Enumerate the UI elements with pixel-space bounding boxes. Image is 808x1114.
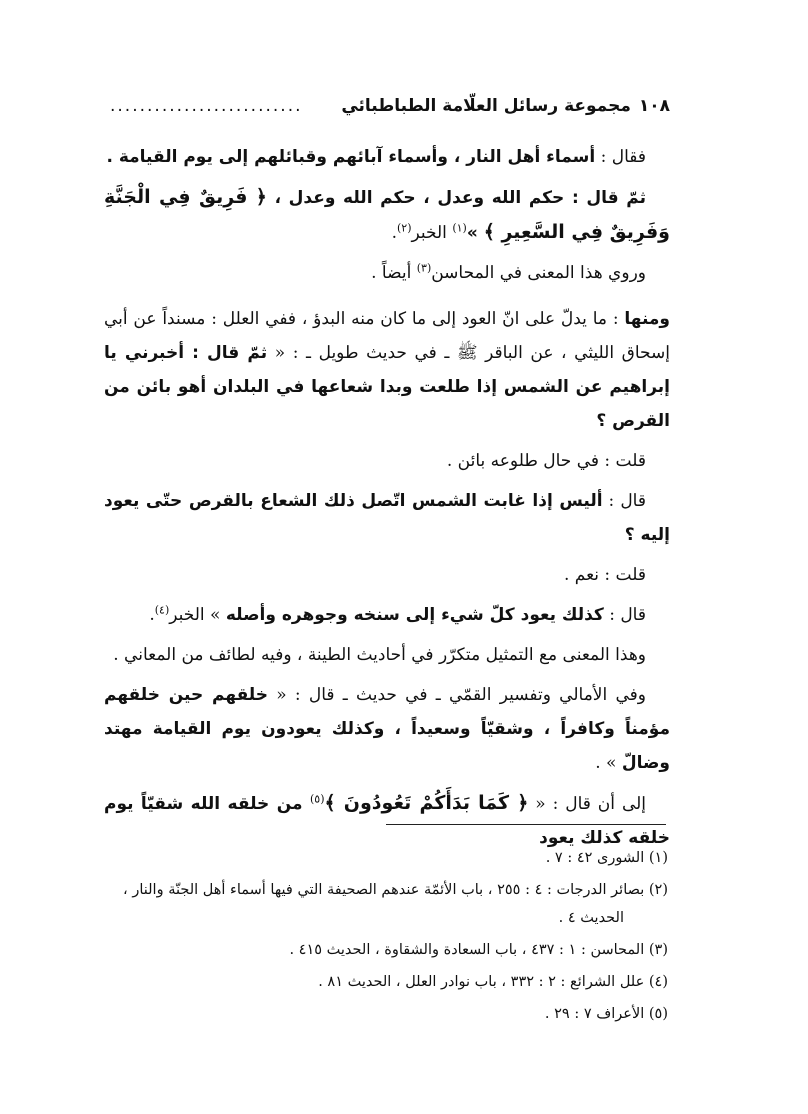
footnote-text: بصائر الدرجات : ٤ : ٢٥٥ ، باب الأئمّة عندهم الصحيفة التي فيها أسماء أهل الجنّة والنار ، (123, 882, 645, 898)
p10-bold: خلقهم حين خلقهم مؤمناً وكافراً ، وشقيّاً وسعيداً ، وكذلك يعودون يوم القيامة مهتد وضالّ (104, 685, 670, 773)
footnote-text: علل الشرائع : ٢ : ٣٣٢ ، باب نوادر العلل ، الحديث ٨١ . (318, 974, 645, 990)
p10-end: » . (595, 753, 622, 773)
footnote-ref-4[interactable]: (٤) (154, 603, 170, 617)
p5-normal: قلت : في حال طلوعه بائن . (446, 451, 646, 471)
book-page (104, 96, 670, 861)
p6-normal: قال : (602, 491, 646, 511)
p4-lead: ومنها (624, 309, 670, 329)
p2-quran: ﴿ فَرِيقٌ فِي الْجَنَّةِ وَفَرِيقٌ فِي السَّعِيرِ ﴾ (104, 186, 670, 243)
paragraph-4 (104, 302, 670, 438)
footnote-number: (٢) (648, 882, 668, 898)
footnote-ref-2[interactable]: (٢) (397, 221, 412, 235)
p2-end: . (391, 223, 397, 243)
footnote-4 (96, 968, 668, 996)
main-text (104, 140, 670, 855)
paragraph-5 (104, 444, 670, 478)
p3-normal: وروي هذا المعنى في المحاسن (431, 263, 646, 283)
p6-bold: أليس إذا غابت الشمس اتّصل ذلك الشعاع بالقرص حتّى يعود إليه ؟ (104, 491, 670, 545)
paragraph-6 (104, 484, 670, 552)
p1-normal: فقال : (595, 147, 646, 167)
p2-normal: الخبر (411, 223, 453, 243)
p4-bold: ثمّ قال : أخبرني يا إبراهيم عن الشمس إذا طلعت وبدا شعاعها في البلدان أهو بائن من القرص ؟ (104, 343, 670, 431)
footnote-text: المحاسن : ١ : ٤٣٧ ، باب السعادة والشقاوة ، الحديث ٤١٥ . (289, 942, 645, 958)
running-header (104, 96, 670, 130)
footnote-number: (٤) (648, 974, 668, 990)
paragraph-9 (104, 638, 670, 672)
paragraph-3 (104, 256, 670, 290)
footnote-ref-5[interactable]: (٥) (309, 792, 325, 806)
footnote-number: (٥) (648, 1006, 668, 1022)
p11-quran: ﴿ كَمَا بَدَأَكُمْ تَعُودُونَ ﴾ (324, 792, 529, 814)
p8-after: » الخبر (169, 605, 226, 625)
p3-end: أيضاً . (371, 263, 417, 283)
footnote-2 (96, 876, 668, 932)
book-title: مجموعة رسائل العلّامة الطباطبائي (341, 96, 631, 116)
p8-normal: قال : (603, 605, 646, 625)
footnote-text: الشورى ٤٢ : ٧ . (545, 850, 645, 866)
p8-end: . (149, 605, 155, 625)
p11-normal: إلى أن قال : « (528, 794, 647, 814)
page-number: ١٠٨ (638, 96, 670, 116)
footnote-1 (96, 844, 668, 872)
footnote-separator (386, 824, 666, 825)
p11-bold: من خلقه الله شقيّاً يوم خلقه كذلك يعود (104, 794, 670, 848)
paragraph-2 (104, 180, 670, 250)
p7-normal: قلت : نعم . (563, 565, 646, 585)
p8-bold: كذلك يعود كلّ شيء إلى سنخه وجوهره وأصله (225, 605, 604, 625)
footnote-3 (96, 936, 668, 964)
p1-bold: أسماء أهل النار ، وأسماء آبائهم وقبائلهم إلى يوم القيامة . (106, 147, 596, 167)
footnote-ref-1[interactable]: (١) (452, 221, 467, 235)
paragraph-1 (104, 140, 670, 174)
header-dots: .......................... (110, 96, 303, 116)
footnote-number: (١) (648, 850, 668, 866)
p2-bold-b: » (466, 223, 484, 243)
footnotes (96, 844, 668, 1032)
p10-normal: وفي الأمالي وتفسير القمّي ـ في حديث ـ قال : « (268, 685, 646, 705)
paragraph-7 (104, 558, 670, 592)
footnote-ref-3[interactable]: (٣) (416, 261, 432, 275)
footnote-5 (96, 1000, 668, 1028)
footnote-text: الأعراف ٧ : ٢٩ . (544, 1006, 645, 1022)
paragraph-8 (104, 598, 670, 632)
p2-bold-a: ثمّ قال : حكم الله وعدل ، حكم الله وعدل ، (266, 188, 646, 208)
p9-normal: وهذا المعنى مع التمثيل متكرّر في أحاديث الطينة ، وفيه لطائف من المعاني . (113, 645, 646, 665)
footnote-number: (٣) (648, 942, 668, 958)
p4-normal: : ما يدلّ على انّ العود إلى ما كان منه البدؤ ، ففي العلل : مسنداً عن أبي إسحاق الليثي ، عن الباقر ﷺ ـ في حديث طويل ـ : « (104, 309, 670, 363)
footnote-continuation: الحديث ٤ . (558, 910, 624, 926)
paragraph-10 (104, 678, 670, 780)
